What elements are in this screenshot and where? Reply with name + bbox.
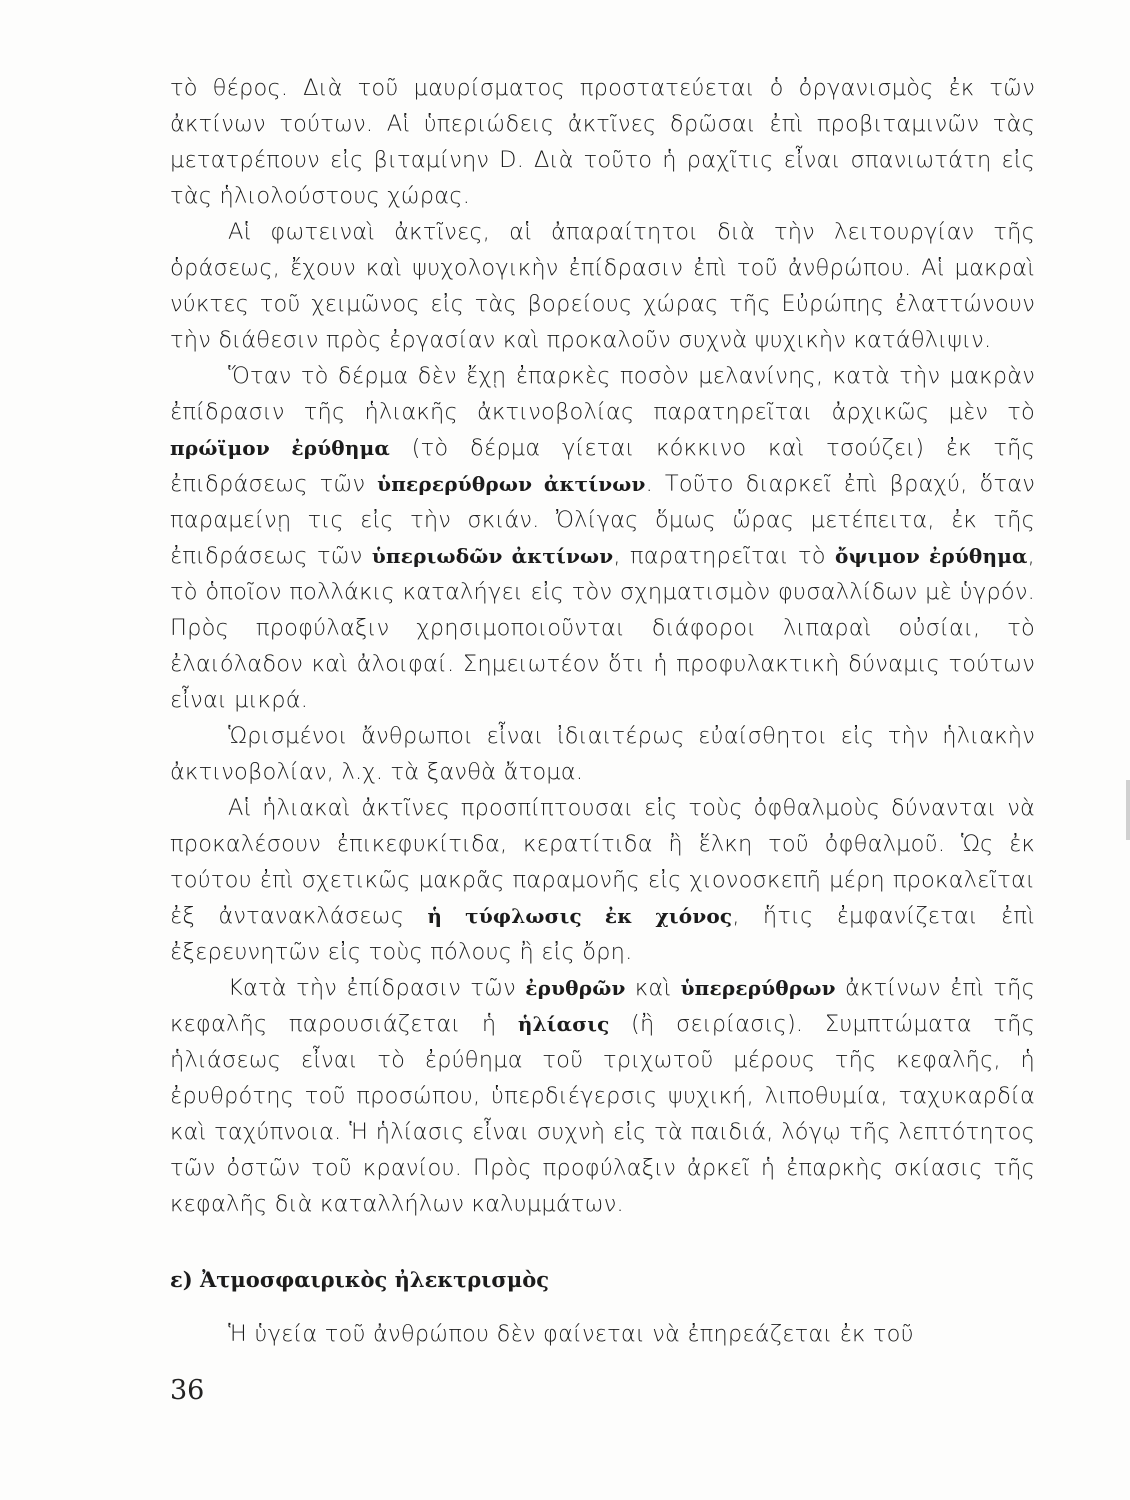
text-segment: Αἱ ἡλιακαὶ ἀκτῖνες προσπίπτουσαι εἰς τοὺς ὀφθαλμοὺς δύνανται νὰ προκαλέσουν ἐπικεφυκίτιδα, κερατίτιδα ἢ ἕλκη τοῦ ὀφθαλμοῦ. Ὡς ἐκ τούτου ἐπὶ σχετικῶς μακρᾶς παραμονῆς εἰς χιονοσκεπῆ μέρη προκαλεῖται ἐξ ἀντανακλάσεως [170,795,1035,929]
text-segment: Ὅταν τὸ δέρμα δὲν ἔχῃ ἐπαρκὲς ποσὸν μελανίνης, κατὰ τὴν μακρὰν ἐπίδρασιν τῆς ἡλιακῆς ἀκτινοβολίας παρατηρεῖται ἀρχικῶς μὲν τὸ [170,363,1035,425]
text-segment: (ἢ σειρίασις). Συμπτώματα τῆς ἡλιάσεως εἶναι τὸ ἐρύθημα τοῦ τριχωτοῦ μέρους τῆς κεφαλῆς, ἡ ἐρυθρότης τοῦ προσώπου, ὑπερδιέγερσις ψυχική, λιποθυμία, ταχυκαρδία καὶ ταχύπνοια. Ἡ ἡλίασις εἶναι συχνὴ εἰς τὰ παιδιά, λόγῳ τῆς λεπτότητος τῶν ὀστῶν τοῦ κρανίου. Πρὸς προφύλαξιν ἀρκεῖ ἡ ἐπαρκὴς σκίασις τῆς κεφαλῆς διὰ καταλλήλων καλυμμάτων. [170,1011,1035,1217]
text-segment: ἀκτίνων ἐπὶ τῆς κεφαλῆς παρουσιάζεται ἡ [170,975,1036,1037]
bold-term: ὑπεριωδῶν ἀκτίνων [371,544,614,568]
bold-term: ἡ τύφλωσις ἐκ χιόνος [427,904,733,928]
text-segment: Αἱ φωτειναὶ ἀκτῖνες, αἱ ἀπαραίτητοι διὰ τὴν λειτουργίαν τῆς ὁράσεως, ἔχουν καὶ ψυχολογικὴν ἐπίδρασιν ἐπὶ τοῦ ἀνθρώπου. Αἱ μακραὶ νύκτες τοῦ χειμῶνος εἰς τὰς βορείους χώρας τῆς Εὐρώπης ἐλαττώνουν τὴν διάθεσιν πρὸς ἐργασίαν καὶ προκαλοῦν συχνὰ ψυχικὴν κατάθλιψιν. [170,219,1035,353]
bold-term: ὑπερερύθρων [680,976,836,1000]
text-segment: . Τοῦτο διαρκεῖ ἐπὶ βραχύ, ὅταν παραμείνῃ τις εἰς τὴν σκιάν. Ὀλίγας ὅμως ὥρας μετέπειτα, ἐκ τῆς ἐπιδράσεως τῶν [170,471,1036,569]
bold-term: ἡλίασις [517,1012,610,1036]
text-segment: , τὸ ὁποῖον πολλάκις καταλήγει εἰς τὸν σχηματισμὸν φυσαλλίδων μὲ ὑγρόν. Πρὸς προφύλαξιν χρησιμοποιοῦνται διάφοροι λιπαραὶ οὐσίαι, τὸ ἐλαιόλαδον καὶ ἀλοιφαί. Σημειωτέον ὅτι ἡ προφυλακτικὴ δύναμις τούτων εἶναι μικρά. [170,543,1035,713]
paragraph [170,214,1035,358]
continued-paragraph [170,1316,1035,1352]
body-text [170,70,1035,1222]
bold-term: ὑπερερύθρων ἀκτίνων [377,472,646,496]
page-edge-mark [1126,780,1130,840]
bold-term: ἐρυθρῶν [525,976,626,1000]
paragraph [170,970,1035,1222]
paragraph [170,718,1035,790]
section-heading: ε) Ἀτμοσφαιρικὸς ἠλεκτρισμὸς [170,1267,549,1292]
page-number: 36 [170,1375,205,1406]
text-segment: τὸ θέρος. Διὰ τοῦ μαυρίσματος προστατεύεται ὁ ὀργανισμὸς ἐκ τῶν ἀκτίνων τούτων. Αἱ ὑπεριώδεις ἀκτῖνες δρῶσαι ἐπὶ προβιταμινῶν τὰς μετατρέπουν εἰς βιταμίνην D. Διὰ τοῦτο ἡ ραχῖτις εἶναι σπανιωτάτη εἰς τὰς ἡλιολούστους χώρας. [170,75,1035,209]
paragraph [170,790,1035,970]
text-segment: Κατὰ τὴν ἐπίδρασιν τῶν [228,975,526,1001]
text-segment: (τὸ δέρμα γίεται κόκκινο καὶ τσούζει) ἐκ τῆς ἐπιδράσεως τῶν [170,435,1035,497]
bold-term: ὄψιμον ἐρύθημα [835,544,1028,568]
paragraph [170,358,1035,718]
text-segment: Ὡρισμένοι ἄνθρωποι εἶναι ἰδιαιτέρως εὐαίσθητοι εἰς τὴν ἡλιακὴν ἀκτινοβολίαν, λ.χ. τὰ ξανθὰ ἄτομα. [170,723,1035,785]
text-segment: καὶ [625,975,681,1001]
paragraph-text: Ἡ ὑγεία τοῦ ἀνθρώπου δὲν φαίνεται νὰ ἐπηρεάζεται ἐκ τοῦ [228,1321,914,1347]
text-segment: , ἥτις ἐμφανίζεται ἐπὶ ἐξερευνητῶν εἰς τοὺς πόλους ἢ εἰς ὄρη. [170,903,1035,965]
paragraph [170,70,1035,214]
bold-term: πρώϊμον ἐρύθημα [170,436,391,460]
text-segment: , παρατηρεῖται τὸ [613,543,836,569]
